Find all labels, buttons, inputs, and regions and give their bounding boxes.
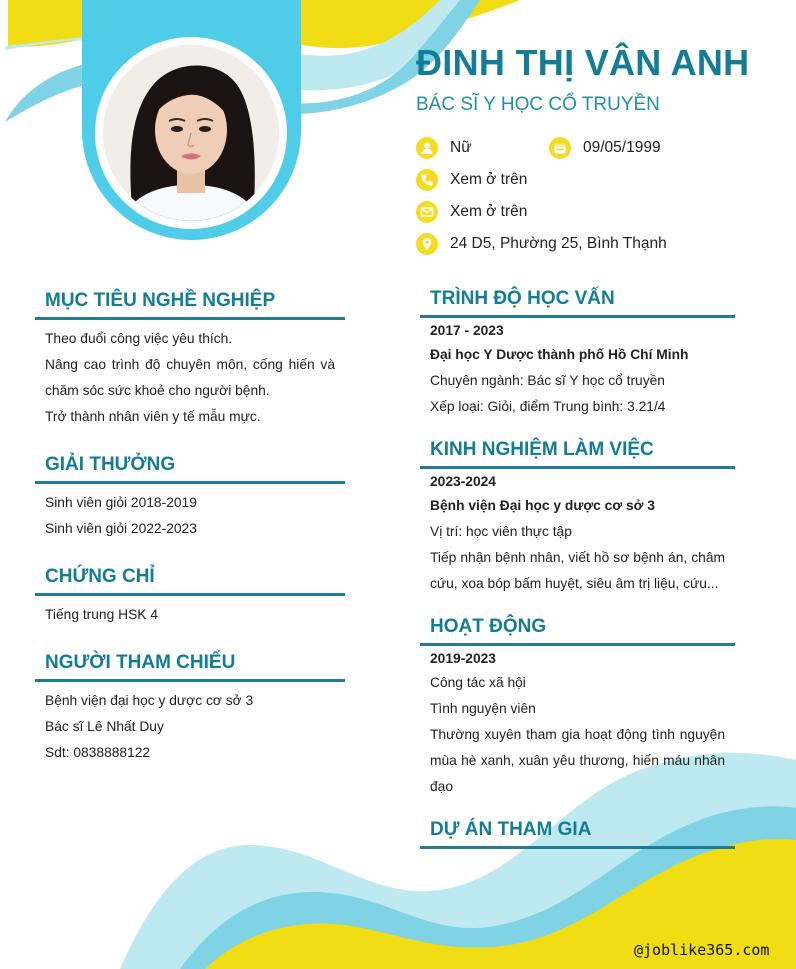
job-title: BÁC SĨ Y HỌC CỔ TRUYỀN — [416, 94, 660, 115]
section-title: KINH NGHIỆM LÀM VIỆC — [420, 439, 735, 469]
gender-row — [416, 137, 472, 159]
objective-line: Nâng cao trình độ chuyên môn, cống hiến và chăm sóc sức khoẻ cho người bệnh. — [45, 357, 335, 398]
phone-value: Xem ở trên — [450, 171, 528, 188]
objective-line: Theo đuổi công việc yêu thích. — [45, 331, 233, 346]
address-value: 24 D5, Phường 25, Bình Thạnh — [450, 235, 667, 252]
dob-value: 09/05/1999 — [583, 139, 661, 156]
activity-description: Thường xuyên tham gia hoạt động tình nguyện mùa hè xanh, xuân yêu thương, hiến máu nhân đạo — [430, 727, 725, 794]
activity-org: Công tác xã hội — [430, 675, 526, 690]
phone-row — [416, 169, 527, 191]
certificate-item: Tiếng trung HSK 4 — [45, 607, 158, 622]
experience-period: 2023-2024 — [430, 474, 496, 489]
education-major: Chuyên ngành: Bác sĩ Y học cổ truyền — [430, 373, 665, 388]
projects-section — [420, 819, 735, 849]
references-section — [35, 652, 345, 766]
person-icon — [416, 137, 438, 159]
dob-row — [549, 137, 661, 159]
award-item: Sinh viên giỏi 2022-2023 — [45, 521, 197, 536]
reference-line: Sdt: 0838888122 — [45, 745, 151, 760]
career-objective-section — [35, 290, 345, 430]
award-item: Sinh viên giỏi 2018-2019 — [45, 495, 197, 510]
email-row — [416, 201, 527, 223]
address-row — [416, 233, 667, 255]
gender-value: Nữ — [450, 139, 472, 156]
phone-icon — [416, 169, 438, 191]
profile-photo — [103, 45, 279, 221]
reference-line: Bệnh viện đại học y dược cơ sở 3 — [45, 693, 254, 708]
section-title: DỰ ÁN THAM GIA — [420, 819, 735, 849]
reference-line: Bác sĩ Lê Nhất Duy — [45, 719, 164, 734]
awards-section — [35, 454, 345, 542]
section-title: CHỨNG CHỈ — [35, 566, 345, 596]
mail-icon — [416, 201, 438, 223]
candidate-name: ĐINH THỊ VÂN ANH — [416, 42, 750, 83]
certificates-section — [35, 566, 345, 628]
education-grade: Xếp loại: Giỏi, điểm Trung bình: 3.21/4 — [430, 399, 666, 414]
objective-line: Trở thành nhân viên y tế mẫu mực. — [45, 409, 261, 424]
watermark: @joblike365.com — [634, 941, 770, 959]
section-title: NGƯỜI THAM CHIẾU — [35, 652, 345, 682]
location-pin-icon — [416, 233, 438, 255]
activity-role: Tình nguyện viên — [430, 701, 536, 716]
experience-section — [420, 439, 735, 597]
school-name: Đại học Y Dược thành phố Hồ Chí Minh — [430, 347, 689, 362]
experience-description: Tiếp nhận bệnh nhân, viết hồ sơ bệnh án, châm cứu, xoa bóp bấm huyệt, siêu âm trị liệu, cứu... — [430, 550, 725, 591]
company-name: Bệnh viện Đại học y dược cơ sở 3 — [430, 498, 655, 513]
activity-period: 2019-2023 — [430, 651, 496, 666]
email-value: Xem ở trên — [450, 203, 528, 220]
section-title: HOẠT ĐỘNG — [420, 616, 735, 646]
education-section — [420, 288, 735, 420]
experience-position: Vị trí: học viên thực tập — [430, 524, 572, 539]
calendar-icon — [549, 137, 571, 159]
section-title: TRÌNH ĐỘ HỌC VẤN — [420, 288, 735, 318]
activities-section — [420, 616, 735, 800]
education-period: 2017 - 2023 — [430, 323, 504, 338]
section-title: GIẢI THƯỞNG — [35, 454, 345, 484]
section-title: MỤC TIÊU NGHỀ NGHIỆP — [35, 290, 345, 320]
